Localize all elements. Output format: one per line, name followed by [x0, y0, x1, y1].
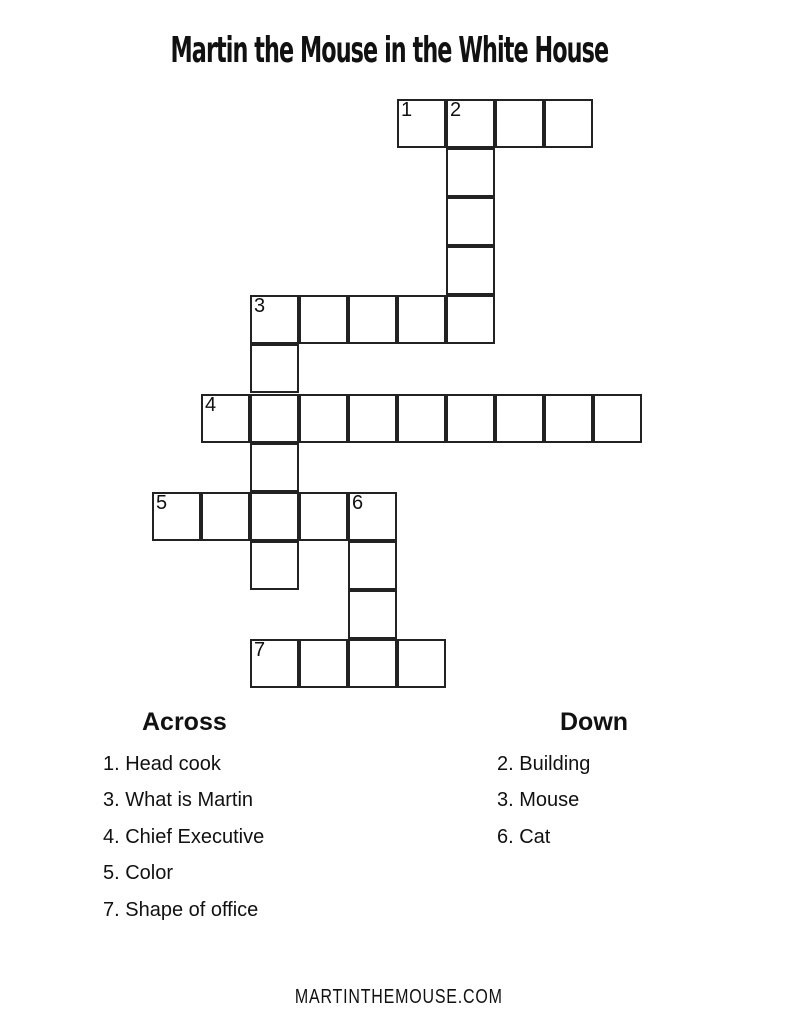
crossword-cell[interactable] [348, 492, 397, 541]
crossword-cell[interactable] [446, 197, 495, 246]
crossword-cell[interactable] [446, 99, 495, 148]
crossword-cell[interactable] [446, 295, 495, 344]
crossword-cell[interactable] [250, 492, 299, 541]
clue-number: 6 [352, 492, 364, 514]
clue-number: 4 [205, 394, 217, 416]
crossword-cell[interactable] [250, 394, 299, 443]
down-clue: 6. Cat [497, 826, 551, 848]
across-clue: 5. Color [103, 862, 174, 884]
crossword-cell[interactable] [250, 639, 299, 688]
crossword-cell[interactable] [250, 344, 299, 393]
crossword-cell[interactable] [201, 394, 250, 443]
across-heading: Across [142, 708, 227, 736]
down-heading: Down [560, 708, 629, 736]
crossword-cell[interactable] [397, 295, 446, 344]
crossword-cell[interactable] [348, 394, 397, 443]
crossword-cell[interactable] [152, 492, 201, 541]
crossword-cell[interactable] [299, 492, 348, 541]
crossword-cell[interactable] [397, 639, 446, 688]
crossword-cell[interactable] [544, 394, 593, 443]
crossword-cell[interactable] [299, 639, 348, 688]
crossword-cell[interactable] [348, 590, 397, 639]
footer-site-name: MARTINTHEMOUSE.COM [294, 986, 503, 1008]
down-clue: 2. Building [497, 753, 591, 775]
crossword-cell[interactable] [299, 394, 348, 443]
clue-number: 3 [254, 295, 266, 317]
crossword-cell[interactable] [446, 148, 495, 197]
crossword-cell[interactable] [397, 99, 446, 148]
across-clue: 7. Shape of office [103, 899, 259, 921]
across-clue: 3. What is Martin [103, 789, 254, 811]
crossword-cell[interactable] [250, 295, 299, 344]
clue-number: 7 [254, 639, 266, 661]
crossword-cell[interactable] [348, 541, 397, 590]
page-title: Martin the Mouse in the White House [170, 30, 609, 71]
crossword-cell[interactable] [446, 246, 495, 295]
crossword-cell[interactable] [250, 443, 299, 492]
down-clue: 3. Mouse [497, 789, 580, 811]
crossword-cell[interactable] [348, 295, 397, 344]
crossword-cell[interactable] [446, 394, 495, 443]
crossword-cell[interactable] [397, 394, 446, 443]
across-clue: 4. Chief Executive [103, 826, 265, 848]
crossword-cell[interactable] [299, 295, 348, 344]
clue-number: 1 [401, 99, 413, 121]
crossword-cell[interactable] [593, 394, 642, 443]
clue-number: 5 [156, 492, 168, 514]
clue-number: 2 [450, 99, 462, 121]
crossword-cell[interactable] [348, 639, 397, 688]
crossword-cell[interactable] [495, 99, 544, 148]
across-clue: 1. Head cook [103, 753, 221, 775]
crossword-cell[interactable] [201, 492, 250, 541]
crossword-cell[interactable] [250, 541, 299, 590]
crossword-cell[interactable] [495, 394, 544, 443]
crossword-cell[interactable] [544, 99, 593, 148]
